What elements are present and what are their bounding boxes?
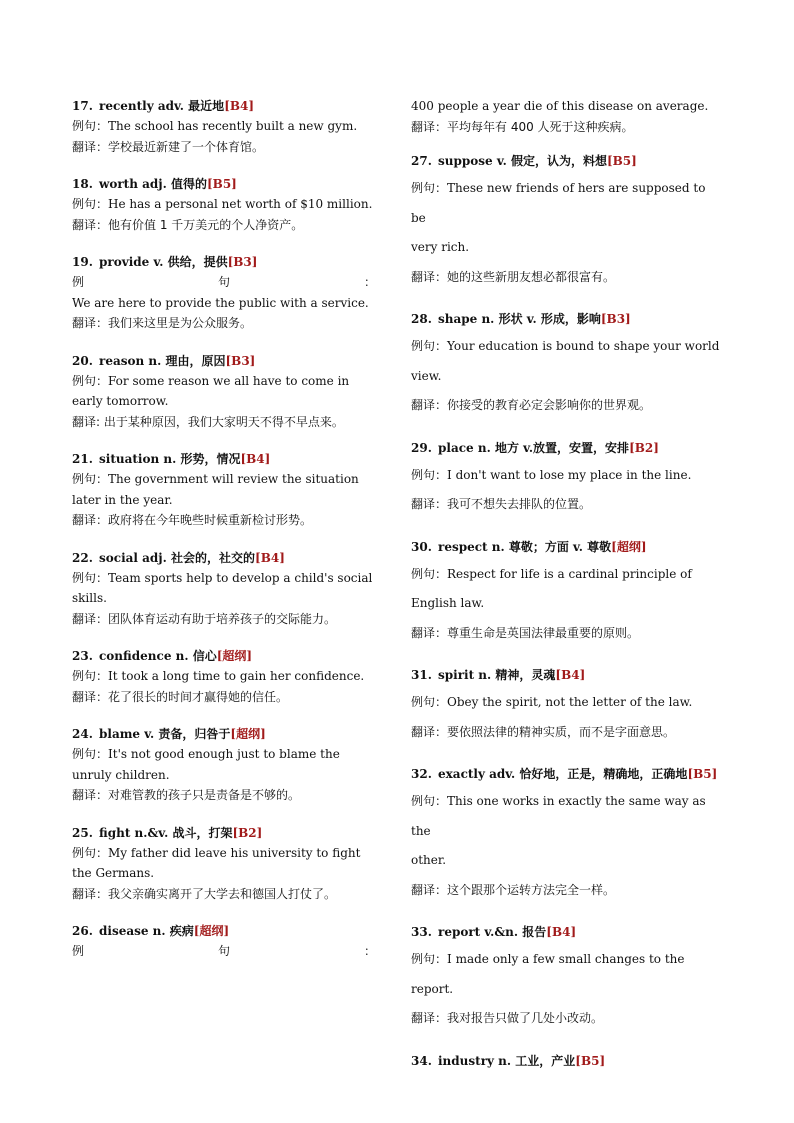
- example-label-justified: 例 句 ：: [72, 275, 376, 289]
- translation-line: 翻译：我父亲确实离开了大学去和德国人打仗了。: [72, 886, 337, 901]
- entry-heading: 23. confidence n. 信心[超纲]: [72, 649, 253, 663]
- entry-heading: 32. exactly adv. 恰好地，正是，精确地，正确地[B5]: [411, 767, 718, 781]
- level-tag: [B4]: [224, 99, 255, 113]
- example-line: 例句：Respect for life is a cardinal principle of: [411, 566, 692, 581]
- level-tag: [超纲]: [230, 727, 266, 741]
- example-line-cont: other.: [411, 853, 447, 867]
- translation-line: 翻译：对难管教的孩子只是责备是不够的。: [72, 788, 301, 802]
- translation-line: 翻译：她的这些新朋友想必都很富有。: [411, 269, 616, 284]
- translation-line: 翻译：他有价值 1 千万美元的个人净资产。: [72, 217, 304, 232]
- translation-line: 翻译：花了很长的时间才赢得她的信任。: [72, 689, 289, 704]
- entry-heading: 19. provide v. 供给，提供[B3]: [72, 255, 258, 269]
- translation-line: 翻译：团队体育运动有助于培养孩子的交际能力。: [72, 611, 337, 626]
- entry-heading: 33. report v.&n. 报告[B4]: [411, 925, 577, 939]
- level-tag: [B2]: [232, 825, 263, 840]
- vocab-entry-25: [72, 823, 378, 905]
- vocab-entry-32: [411, 761, 723, 905]
- vocab-entry-34: [411, 1048, 723, 1074]
- vocab-entry-24: [72, 724, 378, 806]
- vocab-entry-33: [411, 919, 723, 1034]
- vocab-entry-23: [72, 646, 378, 707]
- entry-heading: 20. reason n. 理由，原因[B3]: [72, 353, 256, 368]
- example-line-cont: view.: [411, 368, 442, 383]
- entry-heading: 28. shape n. 形状 v. 形成，影响[B3]: [411, 312, 631, 326]
- level-tag: [B3]: [227, 255, 258, 269]
- entry-heading: 24. blame v. 责备，归咎于[超纲]: [72, 727, 266, 741]
- entry-heading: 31. spirit n. 精神，灵魂[B4]: [411, 668, 586, 682]
- translation-line: 翻译：你接受的教育必定会影响你的世界观。: [411, 398, 652, 412]
- entry-heading: 27. suppose v. 假定，认为，料想[B5]: [411, 154, 637, 168]
- vocab-entry-20: [72, 351, 378, 433]
- example-line: 例句：These new friends of hers are supposed to be: [411, 181, 706, 225]
- translation-line: 翻译：学校最近新建了一个体育馆。: [72, 139, 265, 154]
- level-tag: [B4]: [240, 452, 271, 466]
- continued-entry-26: [411, 96, 723, 138]
- example-line: 例句：This one works in exactly the same way as the: [411, 794, 706, 838]
- example-continuation: 400 people a year die of this disease on average.: [411, 99, 709, 113]
- example-line: 例句：Obey the spirit, not the letter of the law.: [411, 695, 693, 709]
- example-line: 例句：He has a personal net worth of $10 million.: [72, 197, 373, 211]
- vocab-entry-31: [411, 662, 723, 747]
- level-tag: [超纲]: [216, 649, 253, 663]
- level-tag: [B3]: [600, 312, 631, 326]
- translation-line: 翻译：尊重生命是英国法律最重要的原则。: [411, 625, 640, 640]
- level-tag: [B5]: [575, 1053, 606, 1068]
- level-tag: [超纲]: [611, 539, 647, 554]
- example-line: 例句：I don't want to lose my place in the line.: [411, 467, 692, 482]
- translation-line: 翻译：平均每年有 400 人死于这种疾病。: [411, 120, 634, 134]
- vocab-entry-21: [72, 449, 378, 531]
- level-tag: [B4]: [546, 925, 577, 939]
- vocab-entry-18: [72, 174, 378, 235]
- level-tag: [B5]: [606, 154, 637, 168]
- example-line: 例句：Your education is bound to shape your world: [411, 339, 720, 353]
- example-line: 例句：For some reason we all have to come in early tomorrow.: [72, 373, 350, 408]
- vocab-entry-30: [411, 534, 723, 649]
- vocab-entry-29: [411, 435, 723, 520]
- vocab-entry-26: [72, 921, 378, 962]
- example-line: We are here to provide the public with a service.: [72, 295, 369, 310]
- vocab-entry-19: [72, 252, 378, 334]
- translation-line: 翻译：政府将在今年晚些时候重新检讨形势。: [72, 513, 313, 527]
- example-line: 例句：It's not good enough just to blame the unruly children.: [72, 747, 340, 782]
- entry-heading: 25. fight n.&v. 战斗，打架[B2]: [72, 825, 263, 840]
- translation-line: 翻译：我们来这里是为公众服务。: [72, 316, 253, 330]
- entry-heading: 22. social adj. 社会的，社交的[B4]: [72, 550, 285, 565]
- example-line: 例句：I made only a few small changes to the report.: [411, 952, 685, 996]
- level-tag: [B4]: [255, 550, 285, 565]
- translation-line: 翻译：我对报告只做了几处小改动。: [411, 1011, 604, 1025]
- vocab-entry-28: [411, 306, 723, 421]
- right-column: [411, 96, 723, 1088]
- level-tag: [B2]: [629, 440, 659, 455]
- entry-heading: 30. respect n. 尊敬；方面 v. 尊敬[超纲]: [411, 539, 647, 554]
- level-tag: [B5]: [687, 767, 718, 781]
- level-tag: [B4]: [555, 668, 586, 682]
- entry-heading: 17. recently adv. 最近地[B4]: [72, 99, 255, 113]
- example-line: 例句：It took a long time to gain her confidence.: [72, 669, 365, 683]
- vocab-entry-17: [72, 96, 378, 157]
- example-line: 例句：The government will review the situation later in the year.: [72, 472, 359, 507]
- left-column: [72, 96, 378, 979]
- entry-heading: 21. situation n. 形势，情况[B4]: [72, 452, 271, 466]
- translation-line: 翻译：我可不想失去排队的位置。: [411, 497, 592, 511]
- entry-heading: 18. worth adj. 值得的[B5]: [72, 177, 237, 191]
- example-line: 例句：Team sports help to develop a child's social skills.: [72, 570, 373, 605]
- level-tag: [B3]: [225, 353, 256, 368]
- translation-line: 翻译：这个跟那个运转方法完全一样。: [411, 882, 616, 897]
- entry-heading: 29. place n. 地方 v.放置，安置，安排[B2]: [411, 440, 659, 455]
- translation-line: 翻译: 出于某种原因，我们大家明天不得不早点来。: [72, 414, 344, 429]
- example-line-cont: English law.: [411, 596, 485, 610]
- vocab-entry-27: [411, 148, 723, 292]
- vocab-entry-22: [72, 548, 378, 630]
- level-tag: [超纲]: [193, 924, 230, 938]
- example-line-cont: very rich.: [411, 240, 470, 254]
- example-line: 例句：My father did leave his university to fight the Germans.: [72, 845, 361, 880]
- translation-line: 翻译：要依照法律的精神实质，而不是字面意思。: [411, 724, 676, 739]
- entry-heading: 26. disease n. 疾病[超纲]: [72, 924, 230, 938]
- level-tag: [B5]: [207, 177, 237, 191]
- example-label-justified: 例 句 ：: [72, 944, 376, 958]
- example-line: 例句：The school has recently built a new gym.: [72, 119, 358, 133]
- entry-heading: 34. industry n. 工业，产业[B5]: [411, 1053, 606, 1068]
